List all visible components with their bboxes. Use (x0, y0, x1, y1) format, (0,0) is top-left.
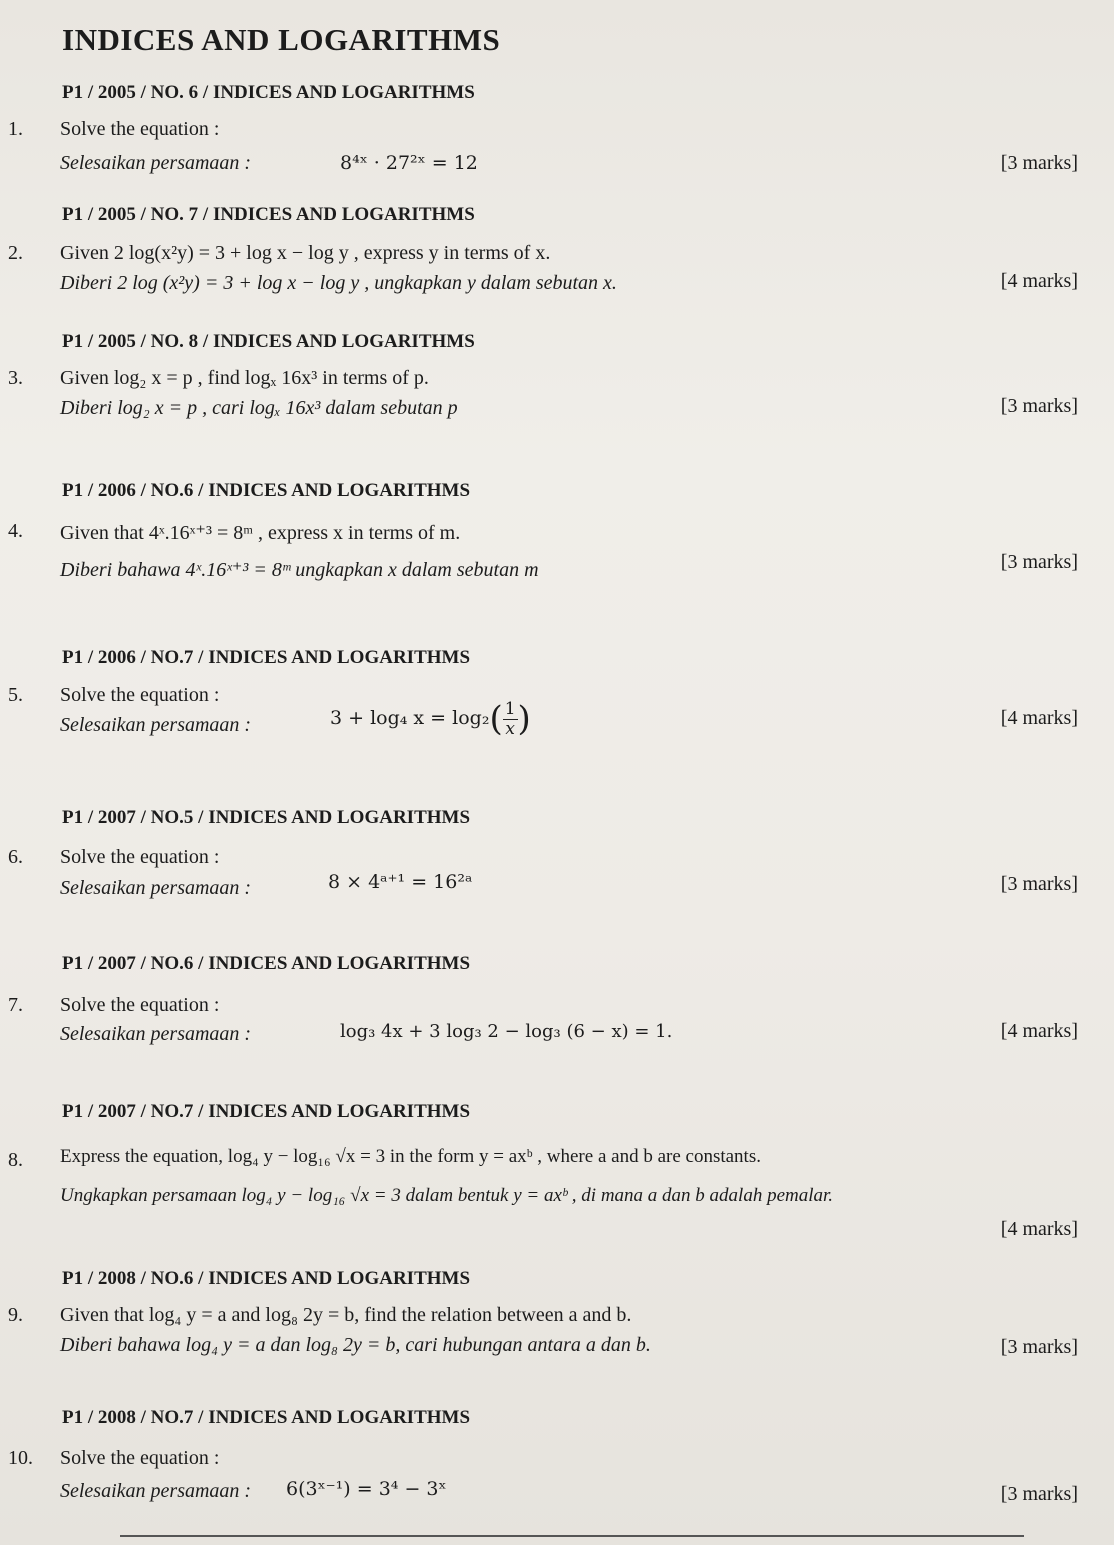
question-marks: [4 marks] (1000, 270, 1078, 292)
question-equation: 8⁴ˣ · 27²ˣ = 12 (340, 152, 478, 174)
question-number: 2. (8, 242, 23, 264)
question-header: P1 / 2005 / NO. 8 / INDICES AND LOGARITHMS (62, 331, 475, 352)
question-number: 5. (8, 684, 23, 706)
question-marks: [4 marks] (1000, 1218, 1078, 1240)
question-marks: [3 marks] (1000, 152, 1078, 174)
question-text-english: Given that 4ˣ.16ˣ⁺³ = 8ᵐ , express x in terms of m. (60, 522, 461, 544)
question-text-malay: Selesaikan persamaan : (60, 714, 252, 736)
paren-open: ( (489, 699, 503, 739)
question-marks: [4 marks] (1000, 707, 1078, 729)
page-title: INDICES AND LOGARITHMS (62, 22, 501, 57)
question-text-english: Solve the equation : (60, 846, 220, 868)
question-number: 4. (8, 520, 23, 542)
question-header: P1 / 2007 / NO.5 / INDICES AND LOGARITHMS (62, 807, 471, 828)
equation-left: 3 + log₄ x = log₂ (330, 707, 490, 729)
question-header: P1 / 2008 / NO.6 / INDICES AND LOGARITHMS (62, 1268, 471, 1289)
question-marks: [3 marks] (1000, 551, 1078, 573)
question-text-english: Solve the equation : (60, 118, 220, 140)
question-equation: log₃ 4x + 3 log₃ 2 − log₃ (6 − x) = 1. (340, 1021, 673, 1042)
question-header: P1 / 2005 / NO. 7 / INDICES AND LOGARITHMS (62, 204, 475, 225)
question-text-english: Given that log₄ y = a and log₈ 2y = b, find the relation between a and b. (60, 1304, 632, 1326)
question-header: P1 / 2007 / NO.7 / INDICES AND LOGARITHMS (62, 1101, 471, 1122)
bottom-divider (120, 1535, 1024, 1537)
question-text-malay: Selesaikan persamaan : (60, 877, 252, 899)
question-text-english: Solve the equation : (60, 994, 220, 1016)
fraction-denominator: x (505, 718, 515, 739)
question-marks: [3 marks] (1000, 1336, 1078, 1358)
question-number: 7. (8, 994, 23, 1016)
question-number: 6. (8, 846, 23, 868)
question-text-malay: Diberi 2 log (x²y) = 3 + log x − log y , ungkapkan y dalam sebutan x. (60, 272, 617, 294)
question-marks: [4 marks] (1000, 1020, 1078, 1042)
fraction (503, 700, 518, 739)
question-header: P1 / 2008 / NO.7 / INDICES AND LOGARITHMS (62, 1407, 471, 1428)
question-text-english: Solve the equation : (60, 1447, 220, 1469)
question-text-malay: Diberi bahawa log₄ y = a dan log₈ 2y = b, cari hubungan antara a dan b. (60, 1334, 651, 1356)
question-text-malay: Ungkapkan persamaan log₄ y − log₁₆ √x = 3 dalam bentuk y = axᵇ , di mana a dan b adalah pemalar. (60, 1185, 834, 1206)
question-header: P1 / 2006 / NO.6 / INDICES AND LOGARITHMS (62, 480, 471, 501)
question-number: 9. (8, 1304, 23, 1326)
fraction-numerator: 1 (504, 698, 516, 719)
question-text-malay: Selesaikan persamaan : (60, 1023, 252, 1045)
question-header: P1 / 2007 / NO.6 / INDICES AND LOGARITHMS (62, 953, 471, 974)
question-marks: [3 marks] (1000, 395, 1078, 417)
question-number: 8. (8, 1149, 23, 1171)
question-text-english: Express the equation, log₄ y − log₁₆ √x = 3 in the form y = axᵇ , where a and b are constants. (60, 1146, 761, 1167)
question-number: 1. (8, 118, 23, 140)
question-number: 3. (8, 367, 23, 389)
question-text-malay: Diberi bahawa 4ˣ.16ˣ⁺³ = 8ᵐ ungkapkan x dalam sebutan m (60, 559, 539, 581)
question-text-malay: Selesaikan persamaan : (60, 152, 252, 174)
question-marks: [3 marks] (1000, 1483, 1078, 1505)
question-text-english: Given 2 log(x²y) = 3 + log x − log y , express y in terms of x. (60, 242, 551, 264)
question-text-english: Solve the equation : (60, 684, 220, 706)
question-header: P1 / 2005 / NO. 6 / INDICES AND LOGARITHMS (62, 82, 475, 103)
question-text-english: Given log₂ x = p , find logₓ 16x³ in terms of p. (60, 367, 429, 389)
question-header: P1 / 2006 / NO.7 / INDICES AND LOGARITHMS (62, 647, 471, 668)
question-marks: [3 marks] (1000, 873, 1078, 895)
question-text-malay: Selesaikan persamaan : (60, 1480, 252, 1502)
question-equation: 8 × 4ᵃ⁺¹ = 16²ᵃ (328, 871, 473, 893)
paren-close: ) (517, 699, 531, 739)
question-text-malay: Diberi log₂ x = p , cari logₓ 16x³ dalam sebutan p (60, 397, 458, 419)
question-equation (330, 699, 531, 739)
question-number: 10. (8, 1447, 33, 1469)
question-equation: 6(3ˣ⁻¹) = 3⁴ − 3ˣ (286, 1478, 447, 1500)
